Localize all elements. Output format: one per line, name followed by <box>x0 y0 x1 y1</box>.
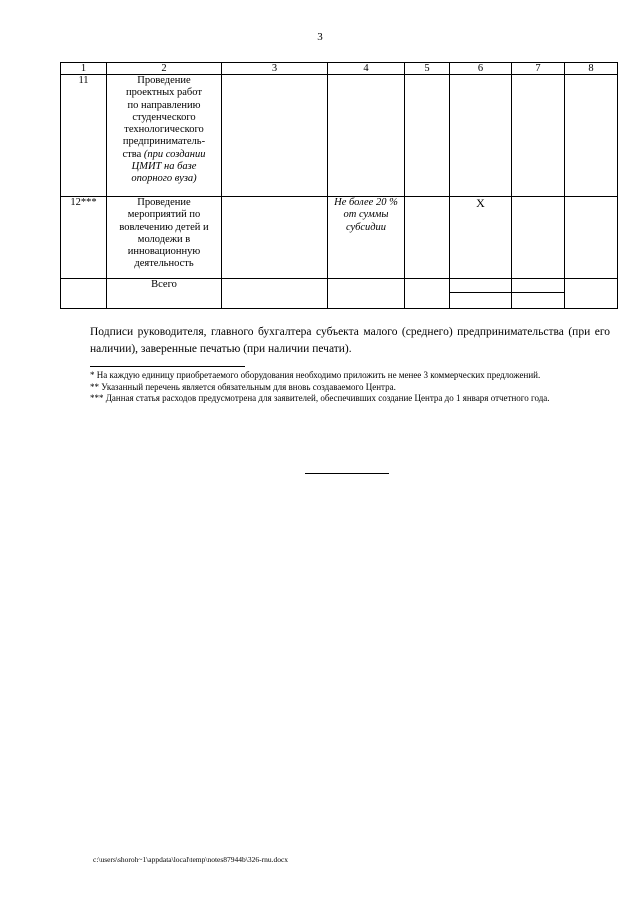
footnotes <box>90 370 610 405</box>
limit-cell <box>328 197 405 279</box>
row-number: 12*** <box>61 197 107 279</box>
footnote: * На каждую единицу приобретаемого оборудования необходимо приложить не менее 3 коммерческих предложений. <box>90 370 541 380</box>
desc-line: деятельность <box>134 258 194 270</box>
table-header-row <box>61 63 618 75</box>
footnote: ** Указанный перечень является обязательным для вновь создаваемого Центра. <box>90 381 396 392</box>
row-description <box>107 75 222 197</box>
column-header: 5 <box>405 63 450 75</box>
desc-line: Проведение <box>137 197 191 208</box>
cell-divider <box>512 279 564 293</box>
table-row <box>61 75 618 197</box>
limit-line: от суммы <box>343 209 389 221</box>
desc-line: студенческого <box>132 111 196 123</box>
desc-line: инновационную <box>127 246 201 258</box>
budget-table <box>60 62 618 309</box>
column-header: 3 <box>222 63 328 75</box>
table-cell <box>450 279 512 309</box>
desc-line: Проведение <box>137 75 191 86</box>
table-cell <box>222 75 328 197</box>
column-header: 1 <box>61 63 107 75</box>
table-cell <box>512 75 565 197</box>
table-cell <box>328 75 405 197</box>
limit-line: Не более 20 % <box>334 197 398 208</box>
cell-divider <box>450 279 511 293</box>
limit-line: субсидии <box>345 221 387 233</box>
desc-line: мероприятий по <box>127 209 201 221</box>
row-number: 11 <box>61 75 107 197</box>
column-header: 2 <box>107 63 222 75</box>
table-cell <box>405 279 450 309</box>
desc-line: ЦМИТ на базе <box>131 161 197 173</box>
desc-line: по направлению <box>127 99 201 111</box>
desc-line: вовлечению детей и <box>119 221 209 233</box>
table-cell <box>61 279 107 309</box>
end-divider <box>305 473 389 474</box>
desc-line: опорного вуза) <box>131 173 197 185</box>
total-row <box>61 279 618 309</box>
table-cell <box>512 279 565 309</box>
desc-line: проектных работ <box>126 87 202 99</box>
desc-text: ства <box>122 148 142 160</box>
file-path: c:\users\shoroh~1\appdata\local\temp\notes87944b\326-rnu.docx <box>93 855 289 864</box>
table-cell <box>565 197 618 279</box>
desc-line: молодежи в <box>137 233 191 245</box>
footnote: *** Данная статья расходов предусмотрена для заявителей, обеспечивших создание Центра до 1 января отчетного года. <box>90 393 550 403</box>
x-mark: X <box>450 197 512 279</box>
table-cell <box>512 197 565 279</box>
column-header: 7 <box>512 63 565 75</box>
desc-line <box>107 149 221 161</box>
desc-line: технологического <box>124 124 204 136</box>
table-cell <box>405 197 450 279</box>
table-cell <box>222 197 328 279</box>
desc-italic: (при создании <box>143 148 206 160</box>
table-row <box>61 197 618 279</box>
footnote-separator <box>90 366 245 367</box>
page-number: 3 <box>317 31 323 43</box>
table-cell <box>565 75 618 197</box>
signature-note: Подписи руководителя, главного бухгалтера субъекта малого (среднего) предпринимательства (при его наличии), заверенные печатью (при наличии печати). <box>90 326 610 355</box>
table-cell <box>405 75 450 197</box>
column-header: 8 <box>565 63 618 75</box>
table-cell <box>222 279 328 309</box>
total-label: Всего <box>107 279 222 309</box>
row-description <box>107 197 222 279</box>
column-header: 4 <box>328 63 405 75</box>
table-cell <box>328 279 405 309</box>
desc-line: предприниматель- <box>122 136 206 148</box>
table-cell <box>565 279 618 309</box>
table-cell <box>450 75 512 197</box>
column-header: 6 <box>450 63 512 75</box>
